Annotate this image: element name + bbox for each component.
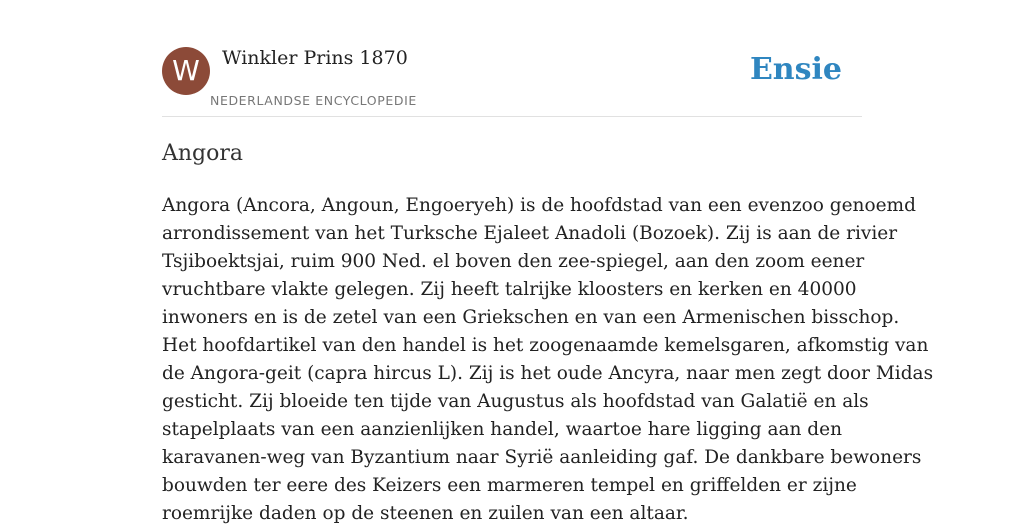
article-line: vruchtbare vlakte gelegen. Zij heeft talrijke kloosters en kerken en 40000 xyxy=(162,279,857,300)
source-title[interactable]: Winkler Prins 1870 xyxy=(222,47,408,69)
article-line: arrondissement van het Turksche Ejaleet Anadoli (Bozoek). Zij is aan de rivier xyxy=(162,223,898,244)
article-line: karavanen-weg van Byzantium naar Syrië aanleiding gaf. De dankbare bewoners xyxy=(162,447,922,468)
header xyxy=(162,46,862,117)
article-line: gesticht. Zij bloeide ten tijde van Augustus als hoofdstad van Galatië en als xyxy=(162,391,869,412)
ensie-logo[interactable]: Ensie xyxy=(749,52,842,87)
article-line: Het hoofdartikel van den handel is het zoogenaamde kemelsgaren, afkomstig van xyxy=(162,335,929,356)
article-line: stapelplaats van een aanzienlijken handel, waartoe hare ligging aan den xyxy=(162,419,843,440)
article-title: Angora xyxy=(162,141,244,166)
article-body xyxy=(162,192,934,528)
source-avatar[interactable]: W xyxy=(162,47,210,95)
article-line: de Angora-geit (capra hircus L). Zij is het oude Ancyra, naar men zegt door Midas xyxy=(162,363,934,384)
article-line: roemrijke daden op de steenen en zuilen van een altaar. xyxy=(162,503,689,524)
source-subtitle: NEDERLANDSE ENCYCLOPEDIE xyxy=(210,93,417,108)
article-line: Tsjiboektsjai, ruim 900 Ned. el boven den zee-spiegel, aan den zoom eener xyxy=(162,251,865,272)
article-line: Angora (Ancora, Angoun, Engoeryeh) is de hoofdstad van een evenzoo genoemd xyxy=(162,195,916,216)
article-line: inwoners en is de zetel van een Griekschen en van een Armenischen bisschop. xyxy=(162,307,900,328)
article-line: bouwden ter eere des Keizers een marmeren tempel en griffelden er zijne xyxy=(162,475,857,496)
